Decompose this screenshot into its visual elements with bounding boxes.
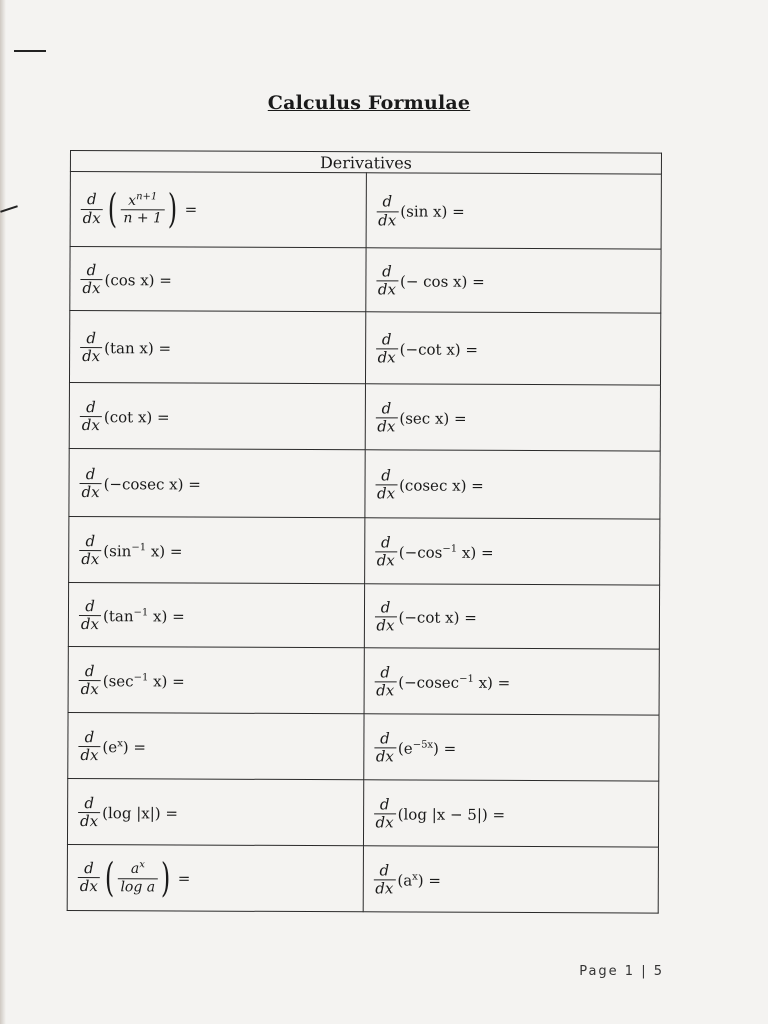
- operator-denominator: dx: [374, 813, 396, 831]
- operator-denominator: dx: [78, 877, 100, 895]
- formula-cell: [364, 648, 660, 715]
- function-expression: (cos x) =: [104, 270, 172, 289]
- operator-numerator: d: [380, 729, 390, 748]
- formula-cell: [69, 311, 365, 384]
- operator-numerator: d: [85, 531, 96, 550]
- derivative-operator: [78, 860, 100, 896]
- operator-denominator: dx: [375, 417, 397, 435]
- function-expression: (tan x) =: [104, 338, 172, 357]
- equals-sign: =: [184, 200, 198, 219]
- operator-numerator: d: [380, 533, 391, 552]
- operator-denominator: dx: [80, 347, 102, 365]
- formula-cell: [365, 312, 661, 385]
- operator-denominator: dx: [80, 279, 102, 297]
- derivative-expression: [374, 599, 477, 635]
- derivative-expression: [80, 262, 172, 298]
- table-row: [68, 582, 659, 649]
- table-row: [69, 311, 660, 386]
- derivative-expression: [376, 263, 485, 299]
- exponent: −1: [133, 606, 149, 618]
- derivative-operator: [374, 664, 396, 700]
- formula-cell: [70, 247, 366, 312]
- left-paren: (: [104, 854, 115, 901]
- formula-cell: [67, 844, 363, 911]
- right-paren: ): [161, 854, 171, 901]
- formula-cell: [68, 646, 364, 713]
- function-expression: $(a^x)$ =: [397, 870, 442, 890]
- operator-numerator: d: [379, 861, 390, 880]
- derivative-expression: [81, 186, 198, 233]
- derivative-operator: [374, 599, 396, 635]
- table-row: [67, 844, 658, 913]
- function-expression: (cosec x) =: [399, 475, 484, 495]
- function-expression: $(e^x)$ =: [102, 737, 147, 756]
- formula-cell: [69, 448, 365, 517]
- operator-numerator: d: [382, 192, 393, 211]
- operator-numerator: d: [381, 399, 392, 418]
- margin-mark: [14, 50, 46, 52]
- formula-cell: [365, 248, 661, 313]
- derivative-operator: [79, 663, 101, 699]
- derivative-expression: [375, 467, 484, 503]
- derivative-operator: [80, 262, 102, 298]
- operator-numerator: d: [84, 727, 95, 746]
- operator-denominator: dx: [79, 615, 101, 633]
- operator-numerator: d: [380, 663, 391, 682]
- operator-denominator: dx: [79, 550, 101, 568]
- operator-numerator: d: [86, 397, 96, 416]
- derivative-expression: [374, 730, 457, 766]
- table-header: Derivatives: [70, 151, 661, 175]
- derivative-operator: [80, 399, 102, 435]
- operator-denominator: dx: [78, 746, 100, 764]
- page-edge-shadow: [0, 0, 6, 1024]
- derivative-expression: [376, 331, 479, 367]
- derivative-operator: [376, 263, 398, 299]
- operator-denominator: dx: [79, 680, 101, 698]
- exponent: n+1: [136, 191, 158, 203]
- operator-denominator: dx: [79, 483, 101, 501]
- formula-cell: [69, 382, 365, 449]
- formula-cell: [68, 712, 364, 779]
- derivative-expression: [376, 194, 465, 230]
- operator-denominator: dx: [81, 209, 103, 227]
- derivative-operator: [374, 796, 396, 832]
- function-expression: ($\sin^{-1}$ x) =: [103, 541, 183, 560]
- operator-denominator: dx: [78, 812, 100, 830]
- operator-numerator: d: [382, 262, 392, 281]
- derivative-expression: [80, 399, 170, 435]
- operator-numerator: d: [380, 598, 391, 617]
- table-row: [69, 448, 660, 519]
- derivative-operator: [79, 533, 101, 569]
- function-expression: ($\sec^{-1}$ x) =: [102, 671, 185, 691]
- derivative-expression: [79, 466, 200, 502]
- table-row: [70, 172, 661, 250]
- derivative-operator: [79, 466, 101, 502]
- derivative-operator: [80, 330, 102, 366]
- derivative-expression: [78, 795, 178, 831]
- right-paren: ): [167, 186, 178, 233]
- formula-cell: [364, 518, 660, 585]
- inner-numerator: $x^{n+1}$: [128, 191, 158, 209]
- formula-cell: [363, 780, 659, 847]
- derivative-expression: [78, 729, 146, 765]
- derivative-expression: [79, 663, 185, 699]
- operator-denominator: dx: [376, 211, 398, 229]
- operator-numerator: d: [381, 330, 392, 349]
- operator-denominator: dx: [374, 747, 396, 765]
- function-expression: ($\tan^{-1}$ x) =: [102, 606, 185, 626]
- formula-cell: [364, 584, 660, 649]
- formula-cell: [70, 172, 366, 248]
- derivative-operator: [375, 400, 397, 436]
- derivative-expression: [373, 862, 441, 898]
- operator-denominator: dx: [376, 280, 398, 298]
- formula-cell: [363, 846, 659, 913]
- derivative-operator: [375, 467, 397, 503]
- inner-fraction: [120, 191, 165, 227]
- parenthesized-fraction: [105, 186, 181, 233]
- operator-numerator: d: [84, 793, 95, 812]
- table-row: [70, 247, 661, 314]
- inner-fraction: [117, 860, 158, 896]
- operator-numerator: d: [84, 858, 94, 877]
- table-row: [68, 712, 659, 781]
- operator-numerator: d: [84, 661, 95, 680]
- function-expression: (sec x) =: [399, 408, 467, 428]
- document-title: Calculus Formulae: [267, 92, 471, 114]
- formula-cell: [365, 384, 661, 451]
- derivative-operator: [376, 194, 398, 230]
- derivative-expression: [78, 854, 191, 901]
- table-row: [69, 382, 660, 451]
- inner-numerator: $a^x$: [130, 859, 145, 878]
- derivative-operator: [375, 534, 397, 570]
- exponent: −1: [131, 541, 147, 553]
- exponent: −1: [133, 671, 149, 683]
- derivative-expression: [375, 400, 466, 436]
- function-expression: (cot x) =: [103, 407, 170, 426]
- formula-cell: [69, 516, 365, 583]
- exponent: −5x: [412, 739, 434, 751]
- formula-cell: [364, 450, 660, 519]
- page-number: Page 1 | 5: [579, 964, 664, 979]
- derivative-expression: [374, 664, 510, 700]
- inner-denominator: n + 1: [120, 210, 165, 228]
- derivative-expression: [375, 534, 494, 570]
- formula-cell: [68, 582, 364, 647]
- inner-denominator: log a: [117, 878, 158, 896]
- operator-denominator: dx: [376, 348, 398, 366]
- derivative-operator: [79, 598, 101, 634]
- equals-sign: =: [177, 868, 191, 888]
- parenthesized-fraction: [102, 854, 174, 901]
- operator-denominator: dx: [374, 616, 396, 634]
- derivative-operator: [374, 730, 396, 766]
- operator-numerator: d: [85, 464, 96, 483]
- function-expression: (− cos x) =: [399, 271, 485, 291]
- function-expression: (log |x|) =: [102, 803, 179, 822]
- function-expression: (−cosec x) =: [103, 474, 201, 494]
- table-row: [69, 516, 660, 585]
- derivative-expression: [79, 533, 182, 569]
- table-row: [67, 778, 658, 847]
- operator-numerator: d: [86, 328, 97, 347]
- left-paren: (: [107, 186, 118, 233]
- exponent: x: [139, 859, 145, 871]
- derivatives-table: [67, 150, 662, 914]
- function-expression: (−cosec$^{-1}$ x) =: [398, 672, 511, 692]
- exponent: −1: [442, 543, 458, 555]
- function-expression: ($-\cos^{-1}$ x) =: [398, 542, 494, 562]
- formula-cell: [67, 778, 363, 845]
- function-expression: (log |x − 5|) =: [397, 804, 506, 824]
- operator-numerator: d: [381, 466, 391, 485]
- operator-numerator: d: [379, 795, 390, 814]
- derivative-operator: [78, 795, 100, 831]
- operator-denominator: dx: [80, 416, 102, 434]
- derivative-operator: [376, 331, 398, 367]
- function-expression: $(e^{-5x})$ =: [397, 738, 457, 758]
- derivative-operator: [78, 729, 100, 765]
- table-row: [68, 646, 659, 715]
- derivative-expression: [79, 598, 185, 634]
- function-expression: (−cot x) =: [398, 607, 477, 627]
- function-expression: (−cot x) =: [399, 339, 479, 359]
- formula-cell: [366, 173, 662, 249]
- operator-numerator: d: [85, 596, 95, 615]
- derivative-expression: [374, 796, 506, 832]
- operator-denominator: dx: [375, 484, 397, 502]
- operator-denominator: dx: [375, 551, 397, 569]
- derivative-operator: [81, 191, 103, 227]
- operator-denominator: dx: [373, 879, 395, 897]
- exponent: x: [117, 737, 123, 749]
- formula-cell: [363, 714, 659, 781]
- operator-numerator: d: [86, 190, 97, 209]
- operator-denominator: dx: [374, 681, 396, 699]
- function-expression: (sin x) =: [400, 202, 465, 221]
- exponent: −1: [459, 673, 474, 685]
- derivative-expression: [80, 330, 171, 366]
- exponent: x: [412, 871, 418, 883]
- operator-numerator: d: [86, 260, 97, 279]
- derivative-operator: [373, 862, 395, 898]
